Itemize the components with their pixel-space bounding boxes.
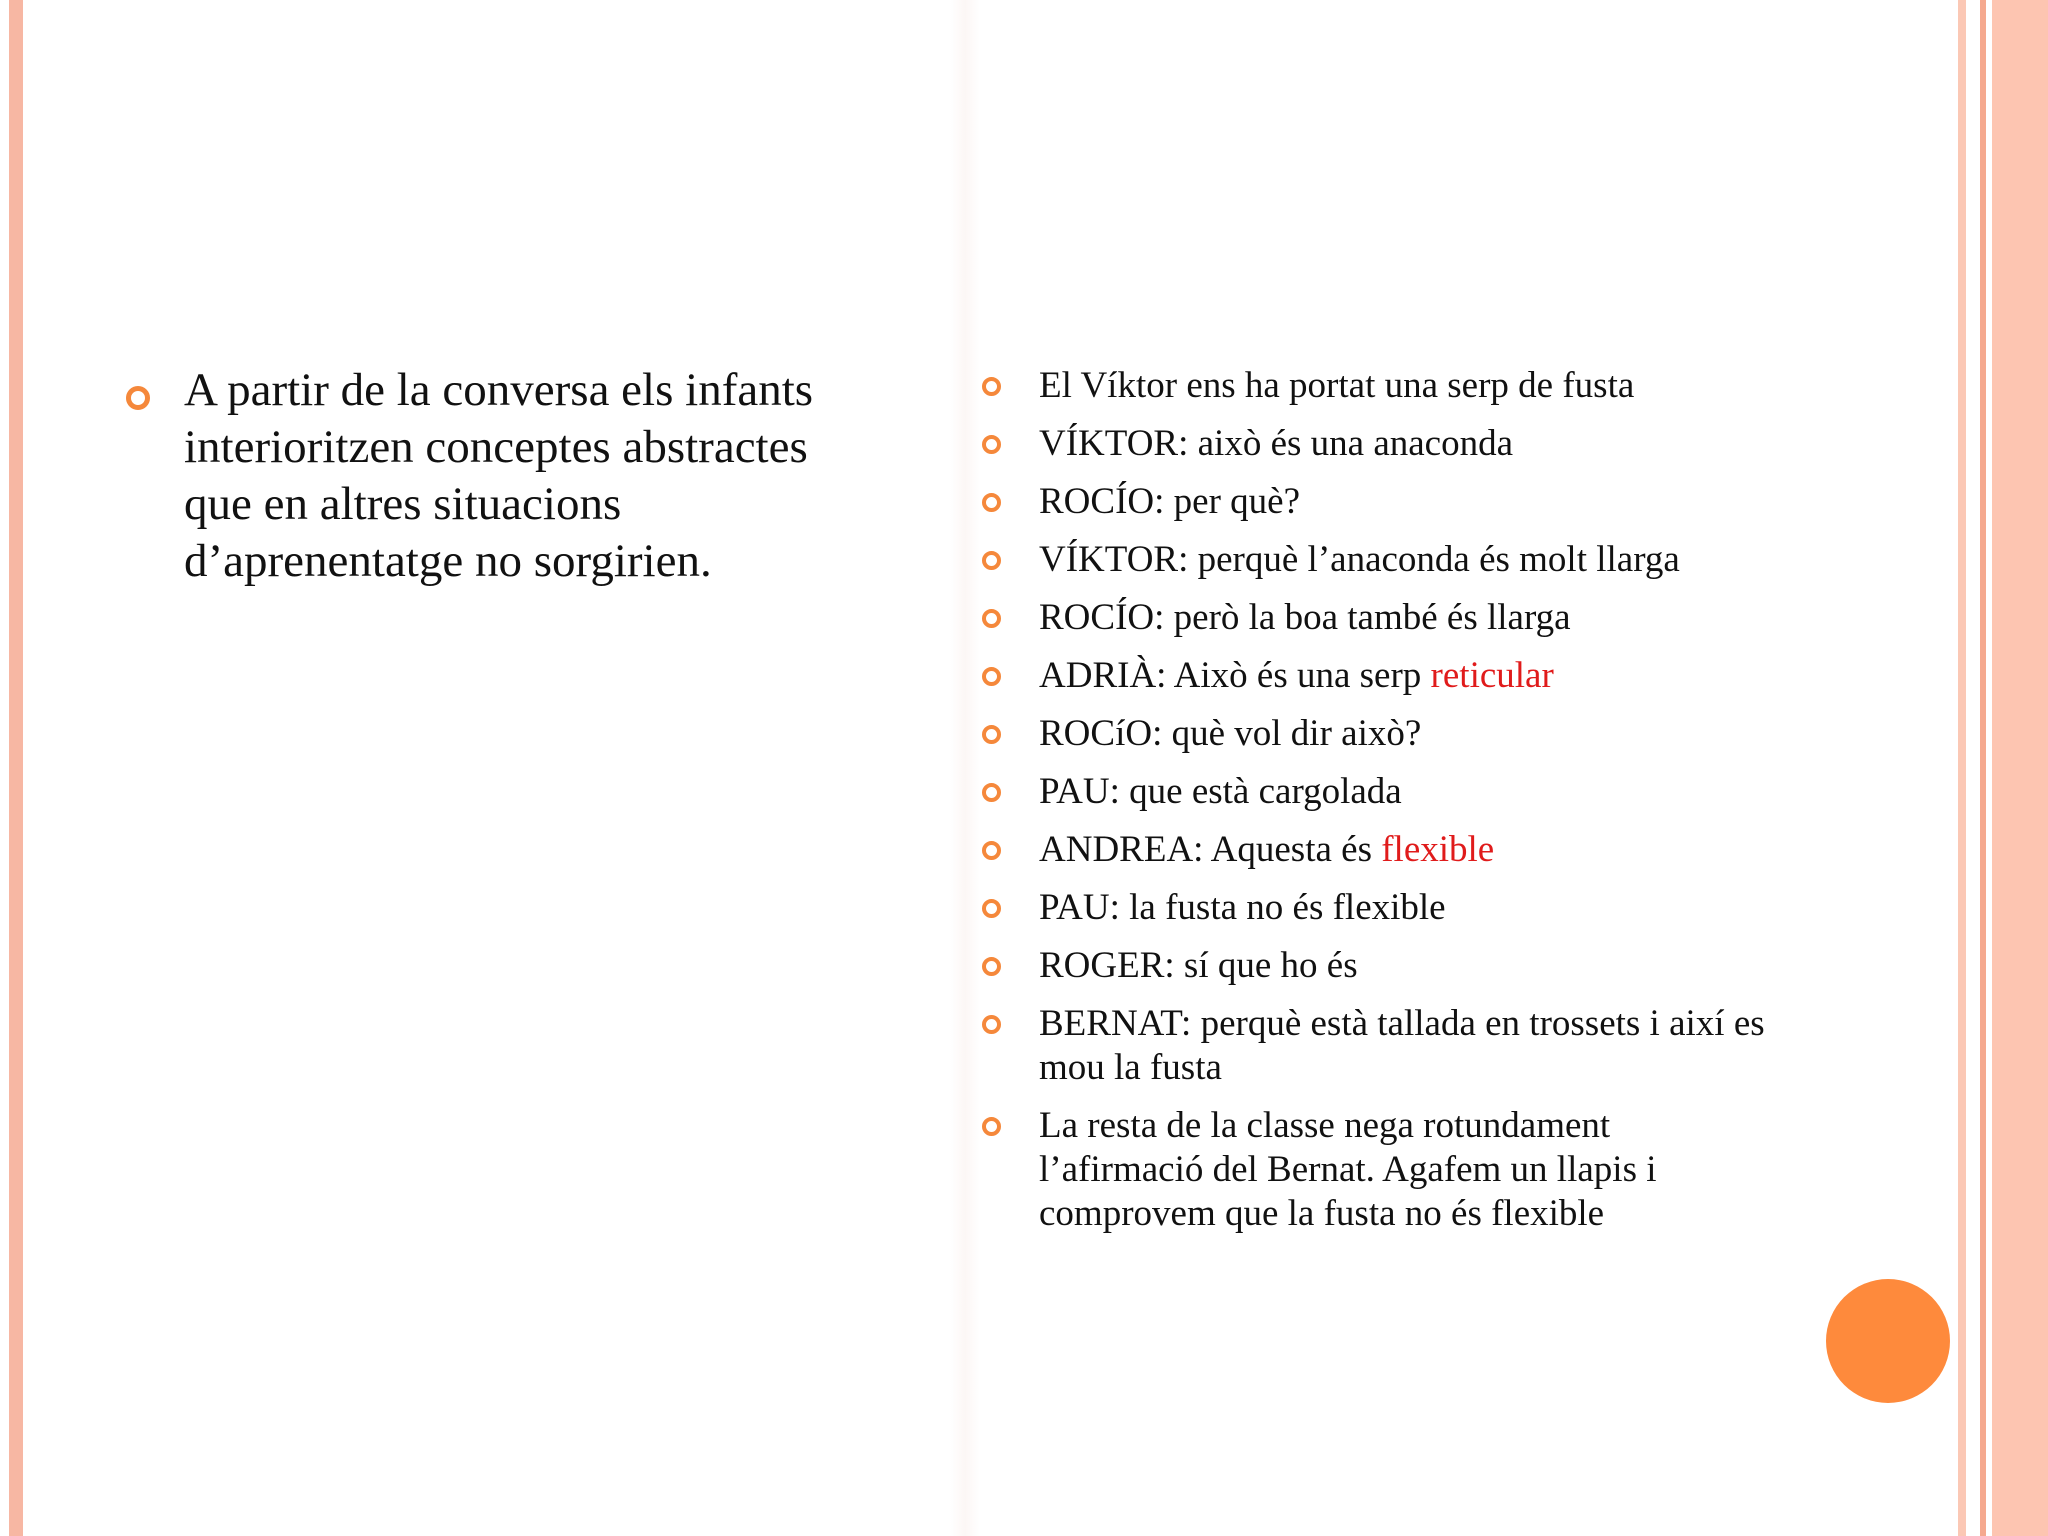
list-item	[978, 422, 1778, 466]
list-item	[122, 362, 882, 590]
decorative-circle	[1826, 1279, 1950, 1403]
dialogue-list	[978, 364, 1778, 1250]
dialogue-line: El Víktor ens ha portat una serp de fusta	[1039, 365, 1635, 406]
left-content	[122, 362, 882, 590]
left-border-stripe	[9, 0, 23, 1536]
list-item	[978, 654, 1778, 698]
dialogue-line: PAU: la fusta no és flexible	[1039, 887, 1446, 928]
list-item	[978, 828, 1778, 872]
highlight-word: flexible	[1381, 829, 1495, 870]
ring-bullet-icon	[982, 783, 1001, 802]
dialogue-line: ROCíO: què vol dir això?	[1039, 713, 1422, 754]
right-border-gap	[1966, 0, 1980, 1536]
dialogue-line: VÍKTOR: perquè l’anaconda és molt llarga	[1039, 539, 1680, 580]
dialogue-line: ADRIÀ: Això és una serp reticular	[1039, 655, 1554, 696]
ring-bullet-icon	[982, 841, 1001, 860]
column-divider	[950, 0, 980, 1536]
highlight-word: reticular	[1430, 655, 1554, 696]
list-item	[978, 944, 1778, 988]
list-item	[978, 538, 1778, 582]
ring-bullet-icon	[982, 1015, 1001, 1034]
list-item	[978, 1002, 1778, 1090]
ring-bullet-icon	[982, 377, 1001, 396]
ring-bullet-icon	[982, 435, 1001, 454]
ring-bullet-icon	[982, 493, 1001, 512]
list-item	[978, 770, 1778, 814]
dialogue-line: ROGER: sí que ho és	[1039, 945, 1358, 986]
ring-bullet-icon	[982, 609, 1001, 628]
left-bullet-text: A partir de la conversa els infants interioritzen conceptes abstractes que en altres situacions d’aprenentatge no sorgirien.	[184, 364, 814, 587]
dialogue-line: BERNAT: perquè està tallada en trossets i així es mou la fusta	[1039, 1003, 1765, 1088]
ring-bullet-icon	[982, 725, 1001, 744]
list-item	[978, 712, 1778, 756]
dialogue-line: ROCÍO: per què?	[1039, 481, 1300, 522]
dialogue-line: La resta de la classe nega rotundament l’afirmació del Bernat. Agafem un llapis i comprovem que la fusta no és flexible	[1039, 1105, 1657, 1234]
ring-bullet-icon	[982, 1117, 1001, 1136]
dialogue-line: VÍKTOR: això és una anaconda	[1039, 423, 1514, 464]
ring-bullet-icon	[982, 957, 1001, 976]
dialogue-line: ANDREA: Aquesta és flexible	[1039, 829, 1495, 870]
ring-bullet-icon	[982, 551, 1001, 570]
ring-bullet-icon	[982, 899, 1001, 918]
list-item	[978, 886, 1778, 930]
right-border-inner	[1958, 0, 1966, 1536]
list-item	[978, 480, 1778, 524]
dialogue-line: PAU: que està cargolada	[1039, 771, 1402, 812]
dialogue-line: ROCÍO: però la boa també és llarga	[1039, 597, 1571, 638]
list-item	[978, 364, 1778, 408]
list-item	[978, 1104, 1778, 1236]
list-item	[978, 596, 1778, 640]
right-border-band	[1992, 0, 2048, 1536]
ring-bullet-icon	[982, 667, 1001, 686]
ring-bullet-icon	[126, 386, 150, 410]
